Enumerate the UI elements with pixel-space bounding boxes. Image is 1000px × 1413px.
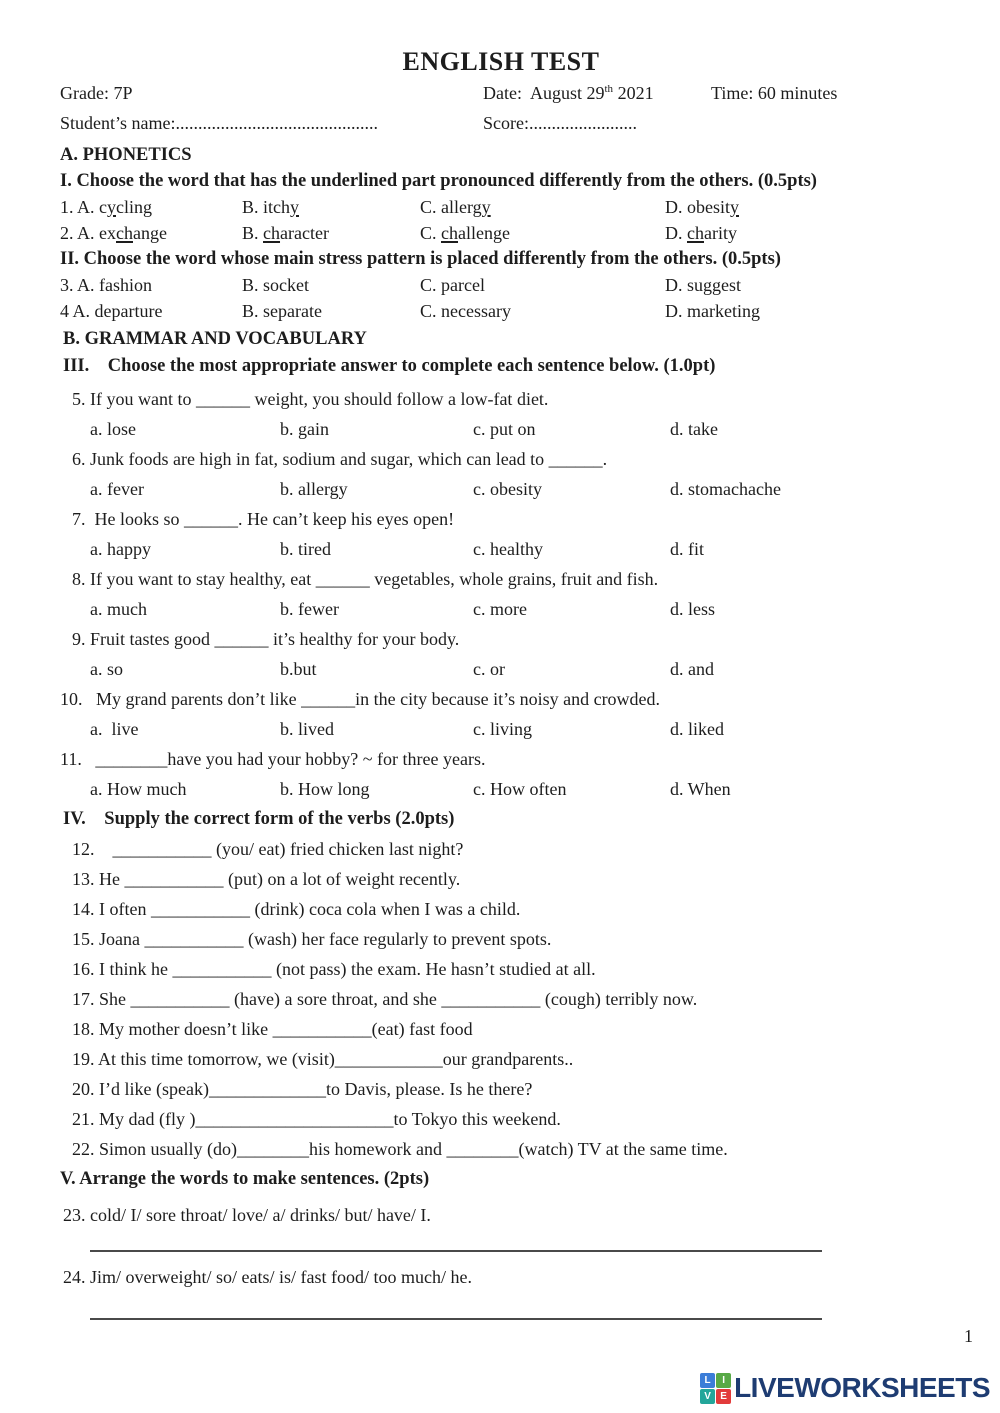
option-a: 2. A. exchange xyxy=(60,223,167,243)
option-a: a. fever xyxy=(90,479,144,499)
question-5-options xyxy=(90,414,942,444)
question-8-options xyxy=(90,594,942,624)
option-d: D. obesity xyxy=(665,197,739,217)
phonetics-question-row-1 xyxy=(60,194,942,220)
option-c: c. obesity xyxy=(473,479,542,499)
option-c: c. living xyxy=(473,719,532,739)
score-field: Score:........................ xyxy=(483,113,637,133)
option-c: c. put on xyxy=(473,419,536,439)
option-d: d. less xyxy=(670,599,715,619)
option-b: b. lived xyxy=(280,719,334,739)
option-c: c. How often xyxy=(473,779,567,799)
option-d: D. marketing xyxy=(665,301,760,321)
verb-question-12: 12. ___________ (you/ eat) fried chicken last night? xyxy=(72,839,464,859)
question-11-options xyxy=(90,774,942,804)
logo-block-i: I xyxy=(716,1373,731,1388)
question-10-text: 10. My grand parents don’t like ______in the city because it’s noisy and crowded. xyxy=(60,689,661,709)
option-a: a. happy xyxy=(90,539,151,559)
verb-question-17: 17. She ___________ (have) a sore throat, and she ___________ (cough) terribly now. xyxy=(72,989,698,1009)
date-ordinal-suffix: th xyxy=(604,83,614,95)
option-c: C. challenge xyxy=(420,223,510,243)
time-label: Time: 60 minutes xyxy=(711,83,838,103)
option-d: d. stomachache xyxy=(670,479,781,499)
option-d: D. charity xyxy=(665,223,737,243)
option-d: d. liked xyxy=(670,719,724,739)
verb-question-20: 20. I’d like (speak)_____________to Davis, please. Is he there? xyxy=(72,1079,533,1099)
date-text: Date: August 29 xyxy=(483,83,605,103)
option-d: d. take xyxy=(670,419,718,439)
option-b: b. allergy xyxy=(280,479,348,499)
part-3-heading: III. Choose the most appropriate answer to complete each sentence below. (1.0pt) xyxy=(63,356,716,376)
option-d: D. suggest xyxy=(665,275,741,295)
page-number: 1 xyxy=(964,1326,973,1346)
option-b: B. socket xyxy=(242,275,309,295)
option-a: 4 A. departure xyxy=(60,301,163,321)
date-label xyxy=(483,78,711,108)
option-b: B. character xyxy=(242,223,329,243)
question-11-text: 11. ________have you had your hobby? ~ for three years. xyxy=(60,749,486,769)
part-4-heading: IV. Supply the correct form of the verbs (2.0pts) xyxy=(63,809,455,829)
logo-block-v: V xyxy=(700,1389,715,1404)
option-c: C. allergy xyxy=(420,197,491,217)
option-b: b. gain xyxy=(280,419,329,439)
verb-question-13: 13. He ___________ (put) on a lot of weight recently. xyxy=(72,869,461,889)
option-b: b. How long xyxy=(280,779,370,799)
option-a: a. lose xyxy=(90,419,136,439)
question-7-text: 7. He looks so ______. He can’t keep his eyes open! xyxy=(72,509,455,529)
question-8-text: 8. If you want to stay healthy, eat ______ vegetables, whole grains, fruit and fish. xyxy=(72,569,659,589)
answer-line-23 xyxy=(90,1230,822,1252)
question-6-text: 6. Junk foods are high in fat, sodium and sugar, which can lead to ______. xyxy=(72,449,608,469)
question-10-options xyxy=(90,714,942,744)
logo-block-e: E xyxy=(716,1389,731,1404)
option-b: B. separate xyxy=(242,301,322,321)
part-2-heading: II. Choose the word whose main stress pattern is placed differently from the others. (0.5pts) xyxy=(60,249,781,269)
verb-question-14: 14. I often ___________ (drink) coca cola when I was a child. xyxy=(72,899,521,919)
option-a: a. so xyxy=(90,659,123,679)
answer-line-24 xyxy=(90,1292,822,1320)
option-d: d. When xyxy=(670,779,731,799)
meta-row-1 xyxy=(60,78,942,108)
option-a: 1. A. cycling xyxy=(60,197,152,217)
student-name-field: Student’s name:............................................. xyxy=(60,113,378,133)
grade-label: Grade: 7P xyxy=(60,83,133,103)
verb-question-15: 15. Joana ___________ (wash) her face regularly to prevent spots. xyxy=(72,929,552,949)
option-b: b. fewer xyxy=(280,599,339,619)
option-b: b. tired xyxy=(280,539,331,559)
section-b-heading: B. GRAMMAR AND VOCABULARY xyxy=(63,329,367,349)
verb-question-21: 21. My dad (fly )______________________to Tokyo this weekend. xyxy=(72,1109,561,1129)
meta-row-2 xyxy=(60,108,942,138)
option-c: c. more xyxy=(473,599,527,619)
option-a: a. much xyxy=(90,599,147,619)
section-a-heading: A. PHONETICS xyxy=(60,145,192,165)
part-1-heading: I. Choose the word that has the underlined part pronounced differently from the others. (0.5pts) xyxy=(60,171,817,191)
liveworksheets-logo-blocks-icon xyxy=(700,1373,731,1404)
option-c: c. or xyxy=(473,659,505,679)
verb-question-19: 19. At this time tomorrow, we (visit)____________our grandparents.. xyxy=(72,1049,574,1069)
liveworksheets-logo[interactable] xyxy=(700,1372,990,1404)
page-title: ENGLISH TEST xyxy=(402,47,600,76)
logo-block-l: L xyxy=(700,1373,715,1388)
verb-question-18: 18. My mother doesn’t like ___________(eat) fast food xyxy=(72,1019,473,1039)
verb-question-22: 22. Simon usually (do)________his homework and ________(watch) TV at the same time. xyxy=(72,1139,728,1159)
option-b: B. itchy xyxy=(242,197,299,217)
part-5-heading: V. Arrange the words to make sentences. (2pts) xyxy=(60,1169,430,1189)
option-a: a. How much xyxy=(90,779,187,799)
option-c: C. parcel xyxy=(420,275,485,295)
option-a: a. live xyxy=(90,719,139,739)
question-9-text: 9. Fruit tastes good ______ it’s healthy for your body. xyxy=(72,629,460,649)
question-6-options xyxy=(90,474,942,504)
option-a: 3. A. fashion xyxy=(60,275,152,295)
option-b: b.but xyxy=(280,659,317,679)
verb-question-16: 16. I think he ___________ (not pass) the exam. He hasn’t studied at all. xyxy=(72,959,596,979)
question-5-text: 5. If you want to ______ weight, you should follow a low-fat diet. xyxy=(72,389,549,409)
date-year: 2021 xyxy=(613,83,654,103)
liveworksheets-wordmark: LIVEWORKSHEETS xyxy=(734,1372,990,1403)
option-d: d. fit xyxy=(670,539,704,559)
stress-question-row-3 xyxy=(60,272,942,298)
phonetics-question-row-2 xyxy=(60,220,942,246)
option-c: c. healthy xyxy=(473,539,543,559)
arrange-question-23: 23. cold/ I/ sore throat/ love/ a/ drinks/ but/ have/ I. xyxy=(63,1205,431,1225)
option-d: d. and xyxy=(670,659,714,679)
question-9-options xyxy=(90,654,942,684)
stress-question-row-4 xyxy=(60,298,942,324)
option-c: C. necessary xyxy=(420,301,511,321)
arrange-question-24: 24. Jim/ overweight/ so/ eats/ is/ fast food/ too much/ he. xyxy=(63,1267,472,1287)
question-7-options xyxy=(90,534,942,564)
